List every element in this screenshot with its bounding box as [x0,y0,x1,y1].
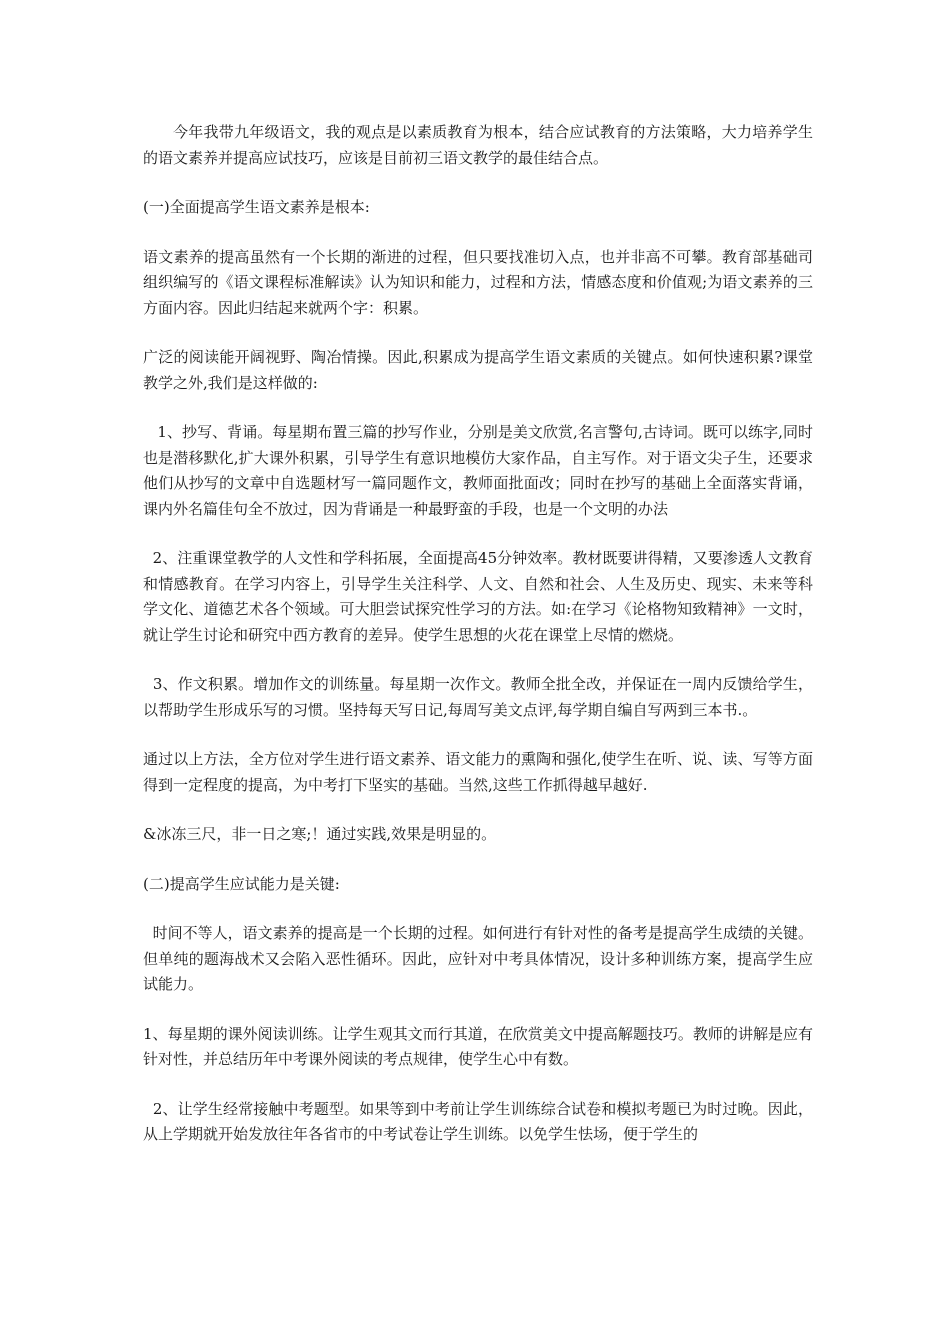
intro-paragraph: 今年我带九年级语文，我的观点是以素质教育为根本，结合应试教育的方法策略，大力培养学生的语文素养并提高应试技巧，应该是目前初三语文教学的最佳结合点。 [143,123,813,167]
section-heading-2: (二)提高学生应试能力是关键: [143,874,340,893]
section-heading-1: (一)全面提高学生语文素养是根本: [143,198,370,216]
paragraph: &冰冻三尺，非一日之寒;！通过实践,效果是明显的。 [143,825,497,843]
paragraph: 广泛的阅读能开阔视野、陶冶情操。因此,积累成为提高学生语文素质的关键点。如何快速积累?课堂教学之外,我们是这样做的: [143,348,813,392]
paragraph: 时间不等人，语文素养的提高是一个长期的过程。如何进行有针对性的备考是提高学生成绩的关键。但单纯的题海战术又会陷入恶性循环。因此，应针对中考具体情况，设计多种训练方案，提高学生应试能力。 [143,924,813,993]
list-item-paragraph: 2、让学生经常接触中考题型。如果等到中考前让学生训练综合试卷和模拟考题已为时过晚。因此，从上学期就开始发放往年各省市的中考试卷让学生训练。以免学生怯场，便于学生的 [143,1099,813,1143]
list-item-paragraph: 1、每星期的课外阅读训练。让学生观其文而行其道，在欣赏美文中提高解题技巧。教师的讲解是应有针对性，并总结历年中考课外阅读的考点规律，使学生心中有数。 [143,1024,813,1068]
paragraph: 语文素养的提高虽然有一个长期的渐进的过程，但只要找准切入点，也并非高不可攀。教育部基础司组织编写的《语文课程标准解读》认为知识和能力，过程和方法，情感态度和价值观;为语文素养的三方面内容。因此归结起来就两个字：积累。 [143,247,813,317]
list-item-paragraph: 3、作文积累。增加作文的训练量。每星期一次作文。教师全批全改，并保证在一周内反馈给学生，以帮助学生形成乐写的习惯。坚持每天写日记,每周写美文点评,每学期自编自写两到三本书.。 [143,675,813,719]
document-body [143,120,813,1172]
paragraph: 通过以上方法，全方位对学生进行语文素养、语文能力的熏陶和强化,使学生在听、说、读、写等方面得到一定程度的提高，为中考打下坚实的基础。当然,这些工作抓得越早越好. [143,750,813,794]
list-item-paragraph: 1、抄写、背诵。每星期布置三篇的抄写作业，分别是美文欣赏,名言警句,古诗词。既可以练字,同时也是潜移默化,扩大课外积累，引导学生有意识地模仿大家作品，自主写作。对于语文尖子生，还要求他们从抄写的文章中自选题材写一篇同题作文，教师面批面改；同时在抄写的基础上全面落实背诵，课内外名篇佳句全不放过，因为背诵是一种最野蛮的手段，也是一个文明的办法 [143,423,813,518]
list-item-paragraph: 2、注重课堂教学的人文性和学科拓展，全面提高45分钟效率。教材既要讲得精，又要渗透人文教育和情感教育。在学习内容上，引导学生关注科学、人文、自然和社会、人生及历史、现实、未来等科学文化、道德艺术各个领域。可大胆尝试探究性学习的方法。如:在学习《论格物知致精神》一文时，就让学生讨论和研究中西方教育的差异。使学生思想的火花在课堂上尽情的燃烧。 [143,549,813,644]
